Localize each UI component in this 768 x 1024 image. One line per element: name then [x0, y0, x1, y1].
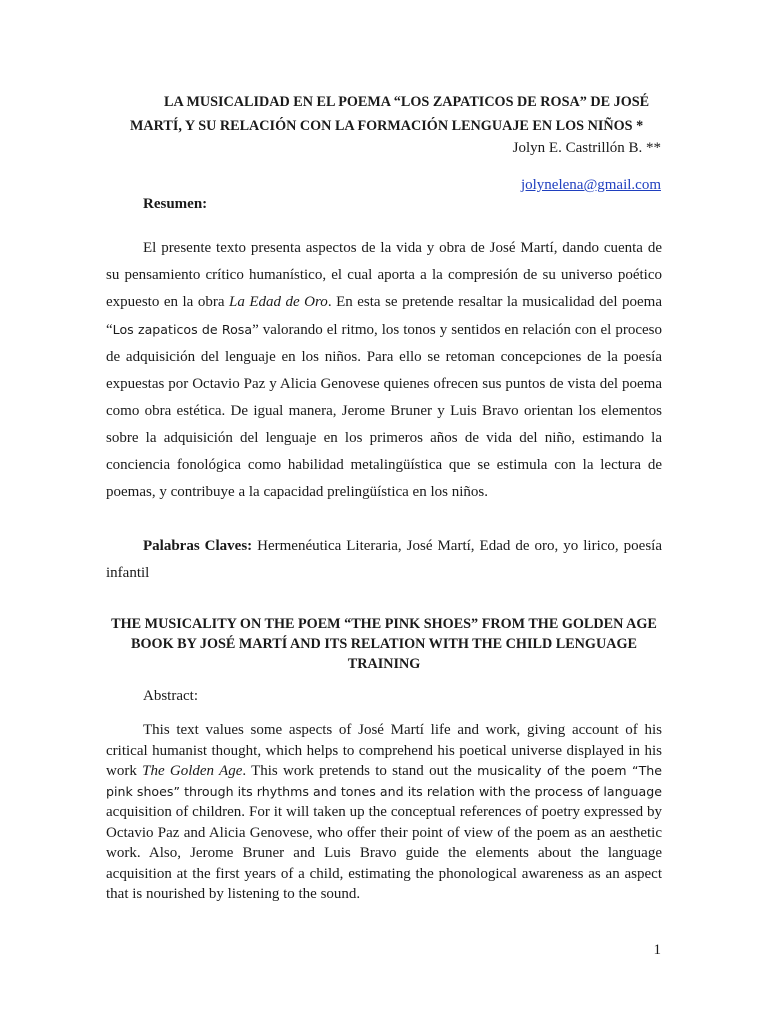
- english-title: THE MUSICALITY ON THE POEM “THE PINK SHOES” FROM THE GOLDEN AGE BOOK BY JOSÉ MARTÍ AND ITS RELATION WITH THE CHILD LENGUAGE TRAINING: [111, 616, 657, 672]
- abstract-text-1: This text values some aspects of José Martí life and work, giving account of his critical humanist thought, which helps to comprehend his poetical universe displayed in his work: [106, 722, 662, 779]
- resumen-text-3: ” valorando el ritmo, los tonos y sentidos en relación con el proceso de adquisición del lenguaje en los niños. Para ello se retoman concepciones de la poesía expuestas por Octavio Paz y Alicia Genovese quienes ofrecen sus puntos de vista del poema como obra estética. De igual manera, Jerome Bruner y Luis Bravo orientan los elementos sobre la adquisición del lenguaje en los primeros años de vida del niño, estimando la conciencia fonológica como habilidad metalingüística que se estimula con la lectura de poemas, y contribuye a la capacidad prelingüística en los niños.: [106, 322, 662, 500]
- keywords-text: Hermenéutica Literaria, José Martí, Edad de oro, yo lirico, poesía infantil: [106, 538, 662, 581]
- author-email-link[interactable]: jolynelena@gmail.com: [520, 177, 661, 193]
- abstract-text-2: . This work pretends to stand out the: [242, 763, 478, 779]
- resumen-poem-title: Los zapaticos de Rosa: [112, 322, 253, 337]
- keywords-paragraph: [106, 533, 662, 587]
- resumen-text-2: . En esta se pretende resaltar la musicalidad del poema “: [106, 294, 662, 338]
- author-name: Jolyn E. Castrillón B. **: [512, 140, 661, 156]
- resumen-text-1: El presente texto presenta aspectos de la vida y obra de José Martí, dando cuenta de su pensamiento crítico humanístico, el cual aporta a la compresión de su universo poético expuesto en la obra: [106, 240, 662, 310]
- abstract-work-title: The Golden Age: [142, 763, 243, 779]
- abstract-sans-text: musicality of the poem “The pink shoes” through its rhythms and tones and its relation with the process of language: [106, 763, 662, 799]
- abstract-text-3: acquisition of children. For it will taken up the conceptual references of poetry expressed by Octavio Paz and Alicia Genovese, who offer their point of view of the poem as an aesthetic work. Also, Jerome Bruner and Luis Bravo guide the elements about the language acquisition at the first years of a child, estimating the phonological awareness as an aspect that is nourished by listening to the sound.: [106, 804, 662, 902]
- resumen-paragraph: [106, 235, 662, 506]
- spanish-title: [106, 90, 662, 138]
- abstract-paragraph: [106, 720, 662, 905]
- resumen-heading: Resumen:: [143, 196, 208, 212]
- keywords-label: Palabras Claves:: [143, 538, 253, 554]
- resumen-work-title: La Edad de Oro: [229, 294, 328, 310]
- spanish-title-line-1: LA MUSICALIDAD EN EL POEMA “LOS ZAPATICOS DE ROSA” DE JOSÉ: [164, 94, 650, 110]
- spanish-title-line-2: MARTÍ, Y SU RELACIÓN CON LA FORMACIÓN LENGUAJE EN LOS NIÑOS *: [130, 118, 644, 134]
- page-number: 1: [653, 942, 661, 958]
- abstract-heading: Abstract:: [143, 688, 198, 704]
